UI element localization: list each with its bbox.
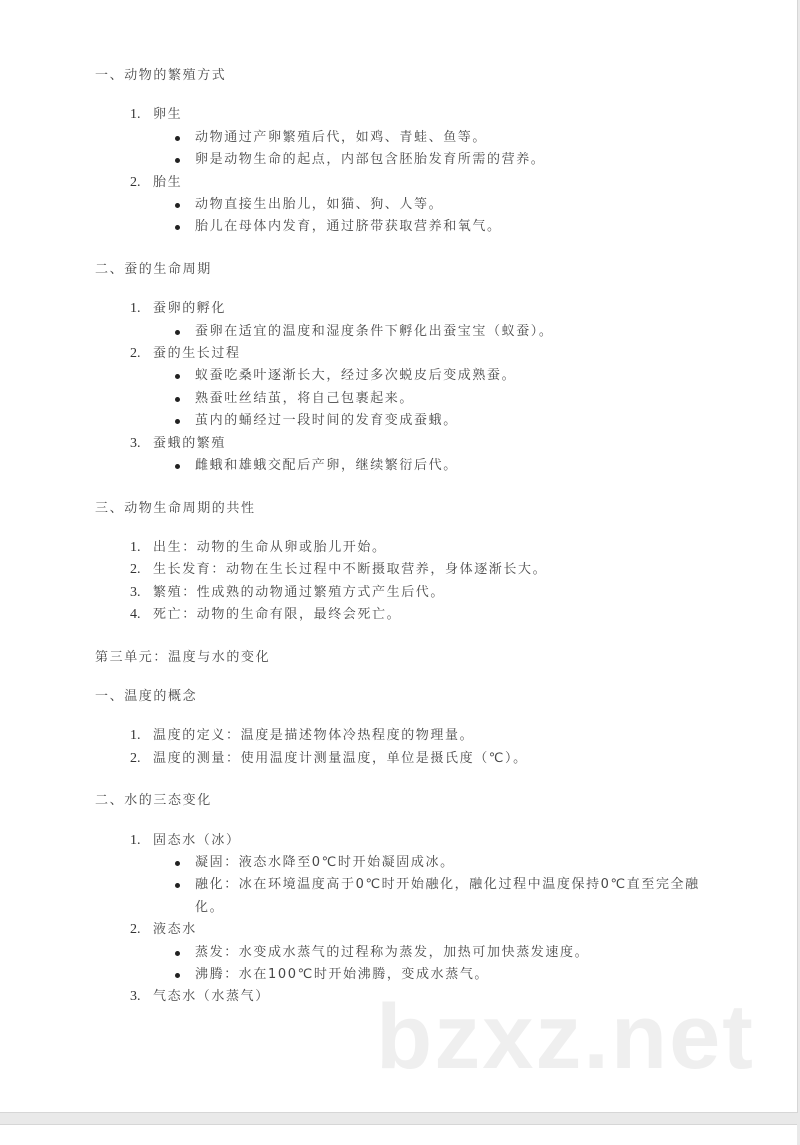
bullet-item: [153, 455, 700, 477]
bullet-text: 蚁蚕吃桑叶逐渐长大，经过多次蜕皮后变成熟蚕。: [195, 368, 517, 384]
document-content: [95, 65, 715, 1029]
bullet-icon: [175, 374, 180, 379]
item-label: 蚕的生长过程: [153, 346, 241, 362]
bullet-icon: [175, 397, 180, 402]
bullet-item: [153, 365, 700, 387]
bullet-text: 动物通过产卵繁殖后代，如鸡、青蛙、鱼等。: [195, 129, 488, 145]
bullet-icon: [175, 203, 180, 208]
section-heading: 一、温度的概念: [95, 688, 198, 704]
item-number: 3.: [130, 584, 141, 600]
bullet-list: [153, 942, 715, 987]
bullet-list: [153, 365, 715, 432]
bullet-text: 雌蛾和雄蛾交配后产卵，继续繁衍后代。: [195, 458, 458, 474]
item-number: 1.: [130, 539, 141, 555]
bullet-text: 蚕卵在适宜的温度和湿度条件下孵化出蚕宝宝（蚁蚕）。: [195, 323, 554, 339]
item-number: 4.: [130, 607, 141, 623]
bullet-item: [153, 964, 700, 986]
bullet-icon: [175, 883, 180, 888]
item-label: 胎生: [153, 174, 183, 190]
item-number: 1.: [130, 107, 141, 123]
list-item: [95, 830, 715, 920]
bullet-text: 融化：冰在环境温度高于0℃时开始融化，融化过程中温度保持0℃直至完全融化。: [195, 877, 700, 915]
bullet-icon: [175, 158, 180, 163]
bullet-item: [153, 388, 700, 410]
list-item: [95, 298, 715, 343]
section-heading: 三、动物生命周期的共性: [95, 500, 256, 516]
item-label: 温度的定义：温度是描述物体冷热程度的物理量。: [153, 728, 475, 744]
item-label: 生长发育：动物在生长过程中不断摄取营养，身体逐渐长大。: [153, 562, 548, 578]
bullet-icon: [175, 464, 180, 469]
item-number: 1.: [130, 728, 141, 744]
bullet-icon: [175, 973, 180, 978]
list-item: [95, 919, 715, 986]
list-item: [95, 582, 715, 604]
bullet-icon: [175, 330, 180, 335]
bullet-icon: [175, 136, 180, 141]
item-number: 1.: [130, 832, 141, 848]
item-number: 2.: [130, 346, 141, 362]
bullet-item: [153, 410, 700, 432]
bullet-item: [153, 127, 700, 149]
item-number: 2.: [130, 922, 141, 938]
section-heading: 一、动物的繁殖方式: [95, 68, 227, 83]
item-label: 繁殖：性成熟的动物通过繁殖方式产生后代。: [153, 584, 446, 600]
section-heading: 二、水的三态变化: [95, 793, 212, 809]
item-label: 出生：动物的生命从卵或胎儿开始。: [153, 539, 387, 555]
item-number: 2.: [130, 562, 141, 578]
next-page: [0, 1124, 797, 1145]
bullet-icon: [175, 419, 180, 424]
list-item: [95, 559, 715, 581]
item-label: 蚕蛾的繁殖: [153, 435, 227, 451]
bullet-text: 茧内的蛹经过一段时间的发育变成蚕蛾。: [195, 413, 458, 429]
bullet-item: [153, 942, 700, 964]
numbered-list: [95, 830, 715, 1009]
bullet-text: 凝固：液态水降至0℃时开始凝固成冰。: [195, 854, 455, 870]
item-number: 2.: [130, 174, 141, 190]
bullet-list: [153, 852, 715, 919]
bullet-item: [153, 149, 700, 171]
item-label: 固态水（冰）: [153, 832, 241, 848]
bullet-list: [153, 455, 715, 477]
list-item: [95, 748, 715, 770]
bullet-text: 蒸发：水变成水蒸气的过程称为蒸发，加热可加快蒸发速度。: [195, 944, 590, 960]
section-heading: 二、蚕的生命周期: [95, 261, 212, 277]
bullet-item: [153, 321, 700, 343]
item-number: 3.: [130, 989, 141, 1005]
item-number: 1.: [130, 301, 141, 317]
numbered-list: [95, 298, 715, 477]
item-label: 气态水（水蒸气）: [153, 989, 270, 1005]
bullet-item: [153, 852, 700, 874]
bullet-text: 沸腾：水在100℃时开始沸腾，变成水蒸气。: [195, 967, 490, 982]
item-number: 2.: [130, 750, 141, 766]
bullet-text: 动物直接生出胎儿，如猫、狗、人等。: [195, 197, 444, 213]
numbered-list: [95, 104, 715, 238]
bullet-text: 熟蚕吐丝结茧，将自己包裹起来。: [195, 390, 415, 406]
list-item: [95, 537, 715, 559]
item-label: 死亡：动物的生命有限，最终会死亡。: [153, 607, 402, 623]
bullet-icon: [175, 225, 180, 230]
bullet-item: [153, 874, 700, 919]
list-item: [95, 433, 715, 478]
bullet-list: [153, 194, 715, 239]
item-label: 温度的测量：使用温度计测量温度，单位是摄氏度（℃）。: [153, 750, 528, 766]
bullet-item: [153, 216, 700, 238]
list-item: [95, 725, 715, 747]
bullet-list: [153, 321, 715, 343]
item-number: 3.: [130, 435, 141, 451]
section-heading: 第三单元：温度与水的变化: [95, 649, 271, 665]
item-label: 液态水: [153, 922, 197, 938]
item-label: 卵生: [153, 107, 183, 123]
list-item: [95, 343, 715, 433]
numbered-list: [95, 725, 715, 770]
watermark: bzxz.net: [376, 986, 755, 1088]
list-item: [95, 104, 715, 171]
list-item: [95, 172, 715, 239]
list-item: [95, 604, 715, 626]
item-label: 蚕卵的孵化: [153, 301, 227, 317]
numbered-list: [95, 537, 715, 627]
bullet-icon: [175, 861, 180, 866]
bullet-list: [153, 127, 715, 172]
bullet-text: 卵是动物生命的起点，内部包含胚胎发育所需的营养。: [195, 152, 546, 168]
bullet-item: [153, 194, 700, 216]
bullet-icon: [175, 951, 180, 956]
bullet-text: 胎儿在母体内发育，通过脐带获取营养和氧气。: [195, 219, 502, 235]
